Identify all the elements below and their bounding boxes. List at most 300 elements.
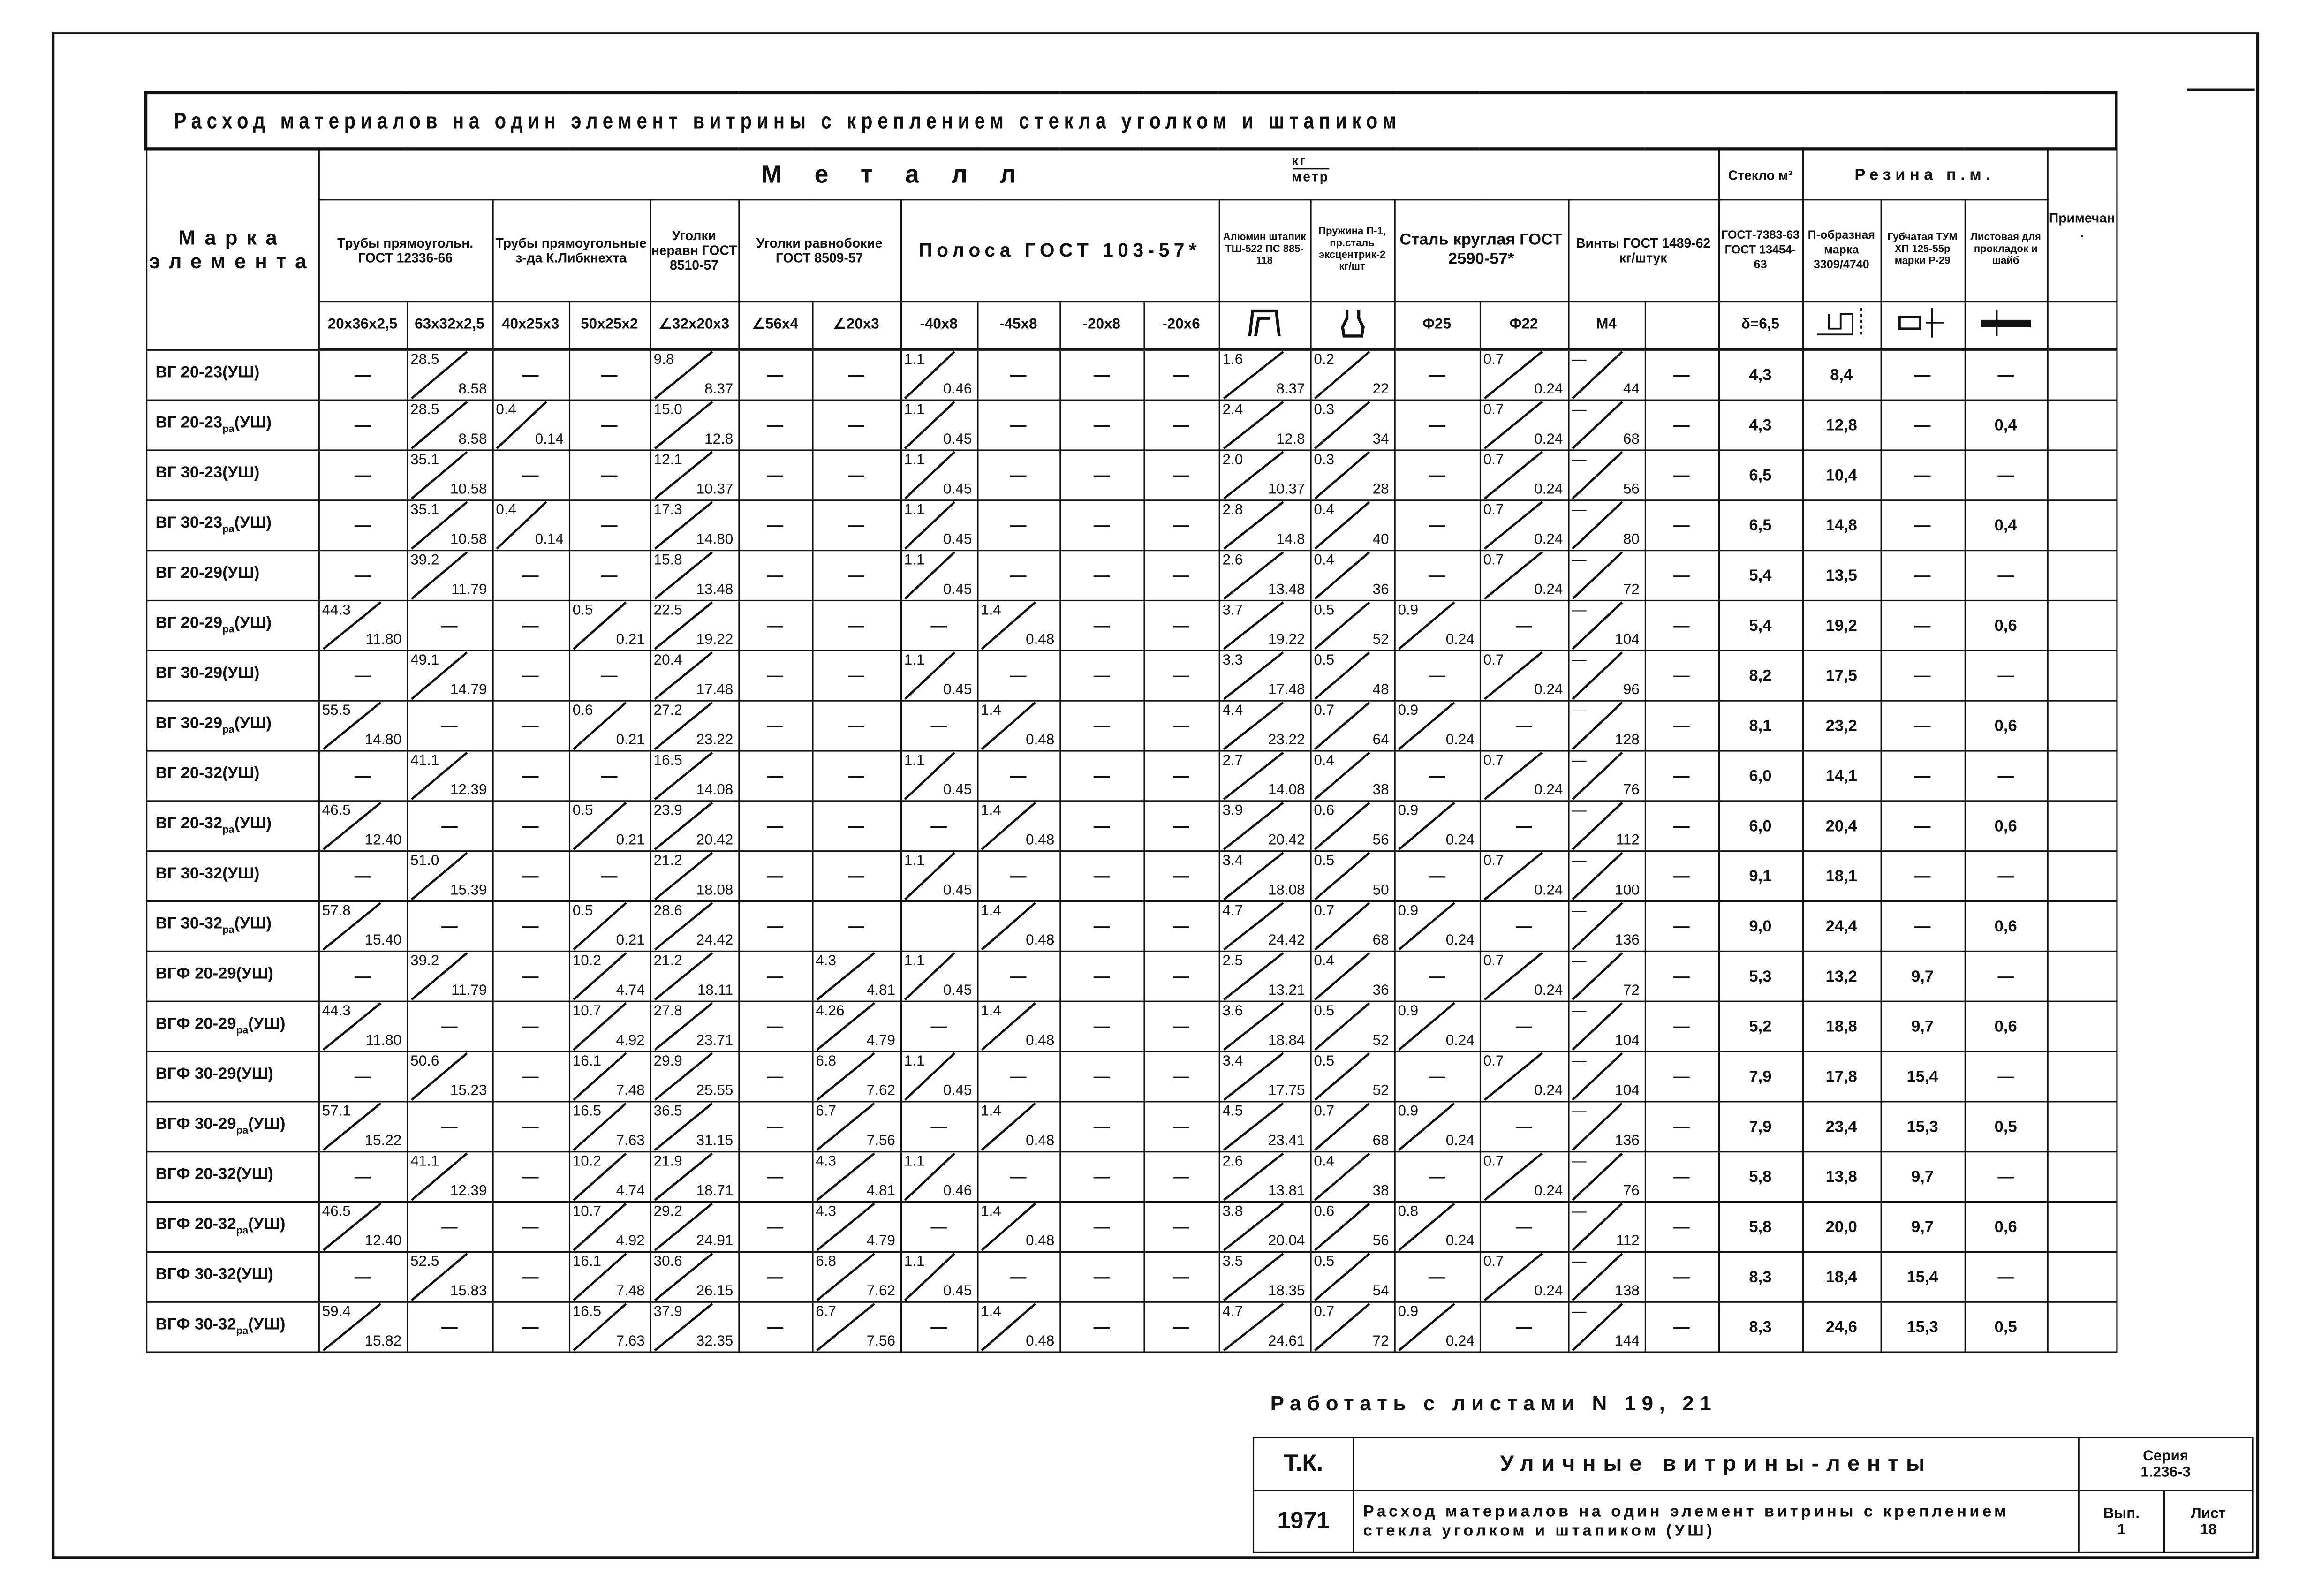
empty-dash-cell: — — [1645, 651, 1718, 701]
value-total: 0.45 — [943, 431, 972, 448]
value-per-unit: 0.5 — [1314, 603, 1335, 619]
fraction-cell — [318, 1102, 407, 1152]
fraction-cell — [1394, 1202, 1480, 1252]
value-per-unit: 35.1 — [410, 452, 439, 469]
note-cell — [2047, 901, 2117, 952]
mark-suffix: ра — [222, 726, 234, 736]
note-cell — [2047, 1252, 2117, 1302]
fraction-value — [408, 1253, 492, 1301]
empty-dash-cell: — — [492, 951, 569, 1001]
value-per-unit: 2.6 — [1222, 1154, 1243, 1170]
screws-label: Винты ГОСТ 1489-62 — [1576, 235, 1711, 251]
fraction-value — [1311, 702, 1393, 750]
value-per-unit: 1.4 — [981, 903, 1001, 920]
mark-fastening: (УШ) — [248, 1316, 286, 1335]
value-per-unit: — — [1572, 1304, 1587, 1321]
value-per-unit: 37.9 — [653, 1304, 682, 1321]
empty-dash-cell: — — [492, 901, 569, 952]
spring-profile-icon — [1338, 327, 1367, 344]
empty-dash-cell: — — [1143, 600, 1218, 651]
value-cell: 18,8 — [1802, 1001, 1881, 1051]
empty-dash-cell: — — [1394, 851, 1480, 901]
fraction-value — [1569, 1152, 1644, 1201]
value-total: 0.24 — [1534, 883, 1563, 899]
series-cell — [2079, 1437, 2253, 1490]
sheet-cell — [2164, 1490, 2253, 1552]
value-total: 18.11 — [697, 983, 734, 999]
value-per-unit: 0.7 — [1483, 502, 1504, 519]
fraction-cell — [1568, 1001, 1644, 1051]
empty-dash-cell: — — [1059, 751, 1143, 801]
element-mark — [146, 500, 318, 551]
fraction-cell — [407, 500, 492, 551]
fraction-cell — [1394, 901, 1480, 952]
value-per-unit: 16.5 — [572, 1104, 601, 1120]
header-glass: Стекло м² — [1718, 149, 1802, 199]
spring-unit: кг/шт — [1339, 262, 1365, 273]
empty-dash-cell: — — [1645, 600, 1718, 651]
empty-dash-cell: — — [1059, 651, 1143, 701]
value-per-unit: 4.4 — [1222, 703, 1243, 719]
table-row — [146, 1302, 2117, 1352]
element-mark — [146, 450, 318, 500]
value-per-unit: 0.9 — [1398, 903, 1419, 920]
empty-dash-cell: — — [1645, 1302, 1718, 1352]
fraction-cell — [407, 751, 492, 801]
value-cell: 0,6 — [1965, 600, 2047, 651]
value-per-unit: 41.1 — [410, 753, 439, 770]
empty-dash-cell: — — [1645, 1001, 1718, 1051]
fraction-value — [569, 601, 649, 650]
empty-dash-cell: — — [1059, 1252, 1143, 1302]
empty-dash-cell: — — [1143, 551, 1218, 601]
group-spring — [1310, 200, 1394, 302]
mark-fastening: (УШ) — [234, 815, 272, 833]
value-total: 0.24 — [1534, 431, 1563, 448]
fraction-cell — [1568, 551, 1644, 601]
empty-dash-cell: — — [569, 500, 650, 551]
value-total: 18.84 — [1268, 1033, 1305, 1050]
value-per-unit: 2.5 — [1222, 953, 1243, 970]
empty-dash-cell: — — [1645, 901, 1718, 952]
value-total: 0.45 — [943, 983, 972, 999]
value-cell: 12,8 — [1802, 400, 1881, 450]
mark-suffix: ра — [236, 1327, 249, 1338]
value-cell: 6,0 — [1718, 751, 1802, 801]
value-cell: 20,0 — [1802, 1202, 1881, 1252]
fraction-cell — [900, 1252, 977, 1302]
empty-dash-cell: — — [492, 1152, 569, 1202]
value-per-unit: 0.7 — [1483, 402, 1504, 419]
value-total: 68 — [1623, 431, 1640, 448]
fraction-cell — [650, 450, 739, 500]
empty-dash-cell: — — [977, 751, 1059, 801]
table-row — [146, 701, 2117, 751]
fraction-cell — [977, 1102, 1059, 1152]
fraction-value — [1480, 1052, 1567, 1101]
mark-fastening: (УШ) — [222, 465, 260, 483]
fraction-cell — [1480, 450, 1568, 500]
fraction-cell — [1219, 701, 1310, 751]
value-per-unit: 16.5 — [572, 1304, 601, 1321]
value-per-unit: 1.4 — [981, 1204, 1001, 1220]
empty-dash-cell: — — [900, 801, 977, 851]
value-per-unit: — — [1572, 653, 1587, 669]
mark-fastening: (УШ) — [248, 1016, 286, 1034]
value-total: 12.8 — [1276, 431, 1305, 448]
fraction-value — [650, 852, 737, 900]
value-total: 28 — [1372, 482, 1389, 499]
empty-dash-cell: — — [1143, 400, 1218, 450]
fraction-value — [1311, 852, 1393, 900]
value-total: 0.24 — [1534, 682, 1563, 699]
note-cell — [2047, 651, 2117, 701]
value-per-unit: 0.5 — [1314, 1254, 1335, 1271]
empty-dash-cell: — — [900, 1102, 977, 1152]
value-per-unit: 1.1 — [904, 653, 925, 669]
empty-dash-cell: — — [1059, 1302, 1143, 1352]
value-total: 0.24 — [1534, 1283, 1563, 1300]
value-per-unit: 1.4 — [981, 1003, 1001, 1020]
value-per-unit: 0.4 — [1314, 753, 1335, 770]
fraction-cell — [1480, 851, 1568, 901]
empty-dash-cell: — — [1965, 1051, 2047, 1102]
issue-value: 1 — [2117, 1521, 2126, 1538]
fraction-value — [901, 1253, 976, 1301]
value-per-unit: — — [1572, 803, 1587, 820]
empty-dash-cell: — — [1645, 751, 1718, 801]
fraction-cell — [1568, 1302, 1644, 1352]
empty-dash-cell: — — [1059, 500, 1143, 551]
value-total: 4.74 — [616, 1183, 645, 1200]
value-total: 0.24 — [1445, 1333, 1475, 1350]
fraction-value — [1569, 551, 1644, 600]
table-row — [146, 500, 2117, 551]
fraction-cell — [900, 1051, 977, 1102]
value-per-unit: 4.3 — [816, 953, 836, 970]
empty-dash-cell: — — [1645, 349, 1718, 400]
fraction-cell — [977, 1001, 1059, 1051]
size-cell: -40x8 — [900, 302, 977, 349]
value-per-unit: — — [1572, 1154, 1587, 1170]
fraction-cell — [318, 1001, 407, 1051]
value-total: 15.22 — [364, 1133, 402, 1150]
fraction-value — [901, 501, 976, 550]
value-cell: 8,2 — [1718, 651, 1802, 701]
fraction-value — [650, 902, 737, 951]
fraction-cell — [1219, 801, 1310, 851]
fraction-cell — [1568, 1202, 1644, 1252]
value-total: 0.48 — [1026, 933, 1055, 949]
empty-dash-cell: — — [1645, 801, 1718, 851]
value-per-unit: 20.4 — [653, 653, 682, 669]
fraction-cell — [977, 600, 1059, 651]
size-cell: δ=6,5 — [1718, 302, 1802, 349]
value-total: 136 — [1615, 933, 1640, 949]
mark-code: ВГ 20-23 — [155, 415, 223, 432]
value-total: 56 — [1372, 1233, 1389, 1250]
value-total: 52 — [1372, 632, 1389, 649]
fraction-value — [1569, 1253, 1644, 1301]
mark-code: ВГ 30-29 — [155, 715, 223, 733]
value-total: 14.80 — [696, 532, 734, 548]
mark-code: ВГ 30-32 — [155, 915, 223, 934]
rubber-sheet-profile-icon — [1976, 327, 2035, 344]
empty-dash-cell: — — [569, 349, 650, 400]
fraction-cell — [407, 851, 492, 901]
value-per-unit: — — [1572, 452, 1587, 469]
fraction-value — [408, 401, 492, 450]
element-mark — [146, 1302, 318, 1352]
value-per-unit: 21.9 — [653, 1154, 682, 1170]
fraction-cell — [407, 1051, 492, 1102]
value-total: 20.42 — [696, 832, 734, 849]
fraction-cell — [407, 651, 492, 701]
value-per-unit: 1.1 — [904, 853, 925, 870]
fraction-cell — [1310, 951, 1394, 1001]
fraction-value — [978, 1002, 1059, 1051]
value-cell: 24,4 — [1802, 901, 1881, 952]
fraction-value — [1219, 1203, 1309, 1251]
table-row — [146, 751, 2117, 801]
value-per-unit: 3.8 — [1222, 1204, 1243, 1220]
value-per-unit: 0.5 — [572, 903, 593, 920]
value-total: 18.35 — [1268, 1283, 1305, 1300]
fraction-value — [901, 1052, 976, 1101]
value-per-unit: 1.1 — [904, 452, 925, 469]
header-metal-text: Металл — [761, 160, 1049, 189]
value-per-unit: 3.5 — [1222, 1254, 1243, 1271]
value-cell: 15,3 — [1881, 1302, 1965, 1352]
mark-suffix: ра — [222, 926, 234, 937]
fraction-cell — [1568, 1102, 1644, 1152]
size-cell: -45x8 — [977, 302, 1059, 349]
table-row — [146, 901, 2117, 952]
fraction-value — [813, 1303, 900, 1352]
table-row — [146, 450, 2117, 500]
fraction-cell — [650, 901, 739, 952]
value-total: 0.24 — [1445, 1033, 1475, 1050]
table-body — [146, 349, 2117, 1352]
empty-dash-cell: — — [1965, 551, 2047, 601]
value-total: 24.91 — [696, 1233, 734, 1250]
table-row — [146, 551, 2117, 601]
empty-dash-cell: — — [812, 551, 900, 601]
empty-dash-cell: — — [977, 851, 1059, 901]
fraction-value — [650, 1303, 737, 1352]
value-per-unit: 0.5 — [1314, 1053, 1335, 1070]
empty-dash-cell: — — [812, 701, 900, 751]
mark-code: ВГ 20-32 — [155, 765, 223, 783]
value-per-unit: 55.5 — [322, 703, 351, 719]
fraction-value — [978, 1203, 1059, 1251]
fraction-cell — [1568, 600, 1644, 651]
fraction-cell — [650, 751, 739, 801]
fraction-value — [978, 902, 1059, 951]
empty-dash-cell: — — [318, 551, 407, 601]
fraction-value — [650, 1102, 737, 1151]
fraction-value — [650, 351, 737, 400]
value-cell: 13,5 — [1802, 551, 1881, 601]
size-cell — [1310, 302, 1394, 349]
value-per-unit: 12.1 — [653, 452, 682, 469]
value-per-unit: 10.7 — [572, 1003, 601, 1020]
header-rubber: Резина п.м. — [1802, 149, 2047, 199]
value-total: 48 — [1372, 682, 1389, 699]
value-cell: 24,6 — [1802, 1302, 1881, 1352]
value-per-unit: — — [1572, 1003, 1587, 1020]
empty-dash-cell: — — [492, 1202, 569, 1252]
value-cell — [900, 901, 977, 952]
empty-dash-cell: — — [1143, 751, 1218, 801]
empty-dash-cell: — — [1645, 450, 1718, 500]
mark-code: ВГФ 30-32 — [155, 1266, 236, 1285]
fraction-cell — [1310, 1102, 1394, 1152]
empty-dash-cell: — — [407, 1202, 492, 1252]
value-per-unit: 0.6 — [1314, 803, 1335, 820]
fraction-cell — [1568, 500, 1644, 551]
value-total: 18.71 — [696, 1183, 734, 1200]
empty-dash-cell: — — [318, 851, 407, 901]
fraction-value — [901, 401, 976, 450]
fraction-cell — [900, 751, 977, 801]
value-total: 14.08 — [1268, 782, 1305, 799]
fraction-cell — [1568, 751, 1644, 801]
value-per-unit: 16.1 — [572, 1053, 601, 1070]
value-cell: 15,4 — [1881, 1051, 1965, 1102]
empty-dash-cell: — — [492, 1001, 569, 1051]
fraction-cell — [1480, 500, 1568, 551]
fraction-value — [1569, 702, 1644, 750]
value-total: 10.37 — [696, 482, 734, 499]
element-mark — [146, 400, 318, 450]
value-total: 96 — [1623, 682, 1640, 699]
fraction-value — [1311, 601, 1393, 650]
fraction-cell — [1310, 1051, 1394, 1102]
empty-dash-cell: — — [492, 701, 569, 751]
fraction-cell — [977, 701, 1059, 751]
fraction-cell — [569, 901, 650, 952]
fraction-value — [1395, 1303, 1479, 1352]
empty-dash-cell: — — [1143, 450, 1218, 500]
value-cell: 0,4 — [1965, 500, 2047, 551]
empty-dash-cell: — — [1645, 551, 1718, 601]
value-total: 0.46 — [943, 381, 972, 398]
fraction-cell — [1480, 1252, 1568, 1302]
value-per-unit: 0.7 — [1483, 352, 1504, 369]
empty-dash-cell: — — [812, 851, 900, 901]
empty-dash-cell: — — [738, 651, 812, 701]
element-mark — [146, 651, 318, 701]
value-per-unit: 0.5 — [1314, 853, 1335, 870]
fraction-value — [1219, 702, 1309, 750]
value-total: 128 — [1615, 732, 1640, 749]
fraction-value — [1219, 802, 1309, 850]
fraction-value — [1219, 1002, 1309, 1051]
fraction-cell — [1480, 1051, 1568, 1102]
fraction-value — [1311, 401, 1393, 450]
fraction-value — [1569, 1002, 1644, 1051]
empty-dash-cell: — — [977, 551, 1059, 601]
group-screws — [1568, 200, 1718, 302]
fraction-value — [1311, 651, 1393, 700]
fraction-cell — [407, 349, 492, 400]
empty-dash-cell: — — [1480, 901, 1568, 952]
unit-numerator: кг — [1292, 153, 1329, 170]
empty-dash-cell: — — [1881, 651, 1965, 701]
fraction-cell — [977, 1202, 1059, 1252]
empty-dash-cell: — — [407, 701, 492, 751]
fraction-cell — [1394, 1302, 1480, 1352]
size-cell: ∠56x4 — [738, 302, 812, 349]
value-per-unit: 0.7 — [1483, 853, 1504, 870]
value-total: 7.63 — [616, 1333, 645, 1350]
value-per-unit: 10.2 — [572, 953, 601, 970]
value-per-unit: 29.9 — [653, 1053, 682, 1070]
note-cell — [2047, 551, 2117, 601]
value-cell: 18,4 — [1802, 1252, 1881, 1302]
value-total: 24.42 — [696, 933, 734, 949]
empty-dash-cell: — — [1143, 1051, 1218, 1102]
fraction-value — [813, 1152, 900, 1201]
value-per-unit: — — [1572, 402, 1587, 419]
value-total: 0.14 — [535, 532, 564, 548]
fraction-value — [1311, 1002, 1393, 1051]
empty-dash-cell: — — [1143, 500, 1218, 551]
value-per-unit: 1.4 — [981, 603, 1001, 619]
empty-dash-cell: — — [738, 901, 812, 952]
value-per-unit: 0.3 — [1314, 402, 1335, 419]
value-total: 0.21 — [616, 832, 645, 849]
value-per-unit: 27.2 — [653, 703, 682, 719]
value-per-unit: 23.9 — [653, 803, 682, 820]
fraction-cell — [1394, 701, 1480, 751]
fraction-value — [650, 802, 737, 850]
value-per-unit: 46.5 — [322, 1204, 351, 1220]
value-total: 32.35 — [696, 1333, 734, 1350]
fraction-value — [408, 551, 492, 600]
empty-dash-cell: — — [812, 500, 900, 551]
empty-dash-cell: — — [1480, 1102, 1568, 1152]
value-per-unit: 0.4 — [1314, 502, 1335, 519]
element-mark — [146, 1051, 318, 1102]
group-rubber-sheet: Листовая для прокладок и шайб — [1965, 200, 2047, 302]
note-cell — [2047, 450, 2117, 500]
value-total: 0.45 — [943, 582, 972, 598]
fraction-value — [408, 501, 492, 550]
value-total: 0.24 — [1445, 832, 1475, 849]
size-cell: -20x6 — [1143, 302, 1218, 349]
empty-dash-cell: — — [318, 951, 407, 1001]
value-cell: 15,4 — [1881, 1252, 1965, 1302]
empty-dash-cell: — — [977, 500, 1059, 551]
value-total: 138 — [1615, 1283, 1640, 1300]
table-row — [146, 1051, 2117, 1102]
fraction-cell — [318, 1302, 407, 1352]
empty-dash-cell: — — [1059, 801, 1143, 851]
value-per-unit: 3.9 — [1222, 803, 1243, 820]
size-cell — [1645, 302, 1718, 349]
fraction-cell — [569, 1202, 650, 1252]
fraction-value — [1311, 752, 1393, 801]
value-per-unit: 0.7 — [1483, 1254, 1504, 1271]
table-row — [146, 1152, 2117, 1202]
sheet-description: Расход материалов на один элемент витрины с креплением стекла уголком и штапиком (УШ) — [1354, 1490, 2079, 1552]
empty-dash-cell: — — [1881, 701, 1965, 751]
value-per-unit: 0.5 — [1314, 1003, 1335, 1020]
value-total: 12.39 — [450, 782, 487, 799]
note-cell — [2047, 1051, 2117, 1102]
